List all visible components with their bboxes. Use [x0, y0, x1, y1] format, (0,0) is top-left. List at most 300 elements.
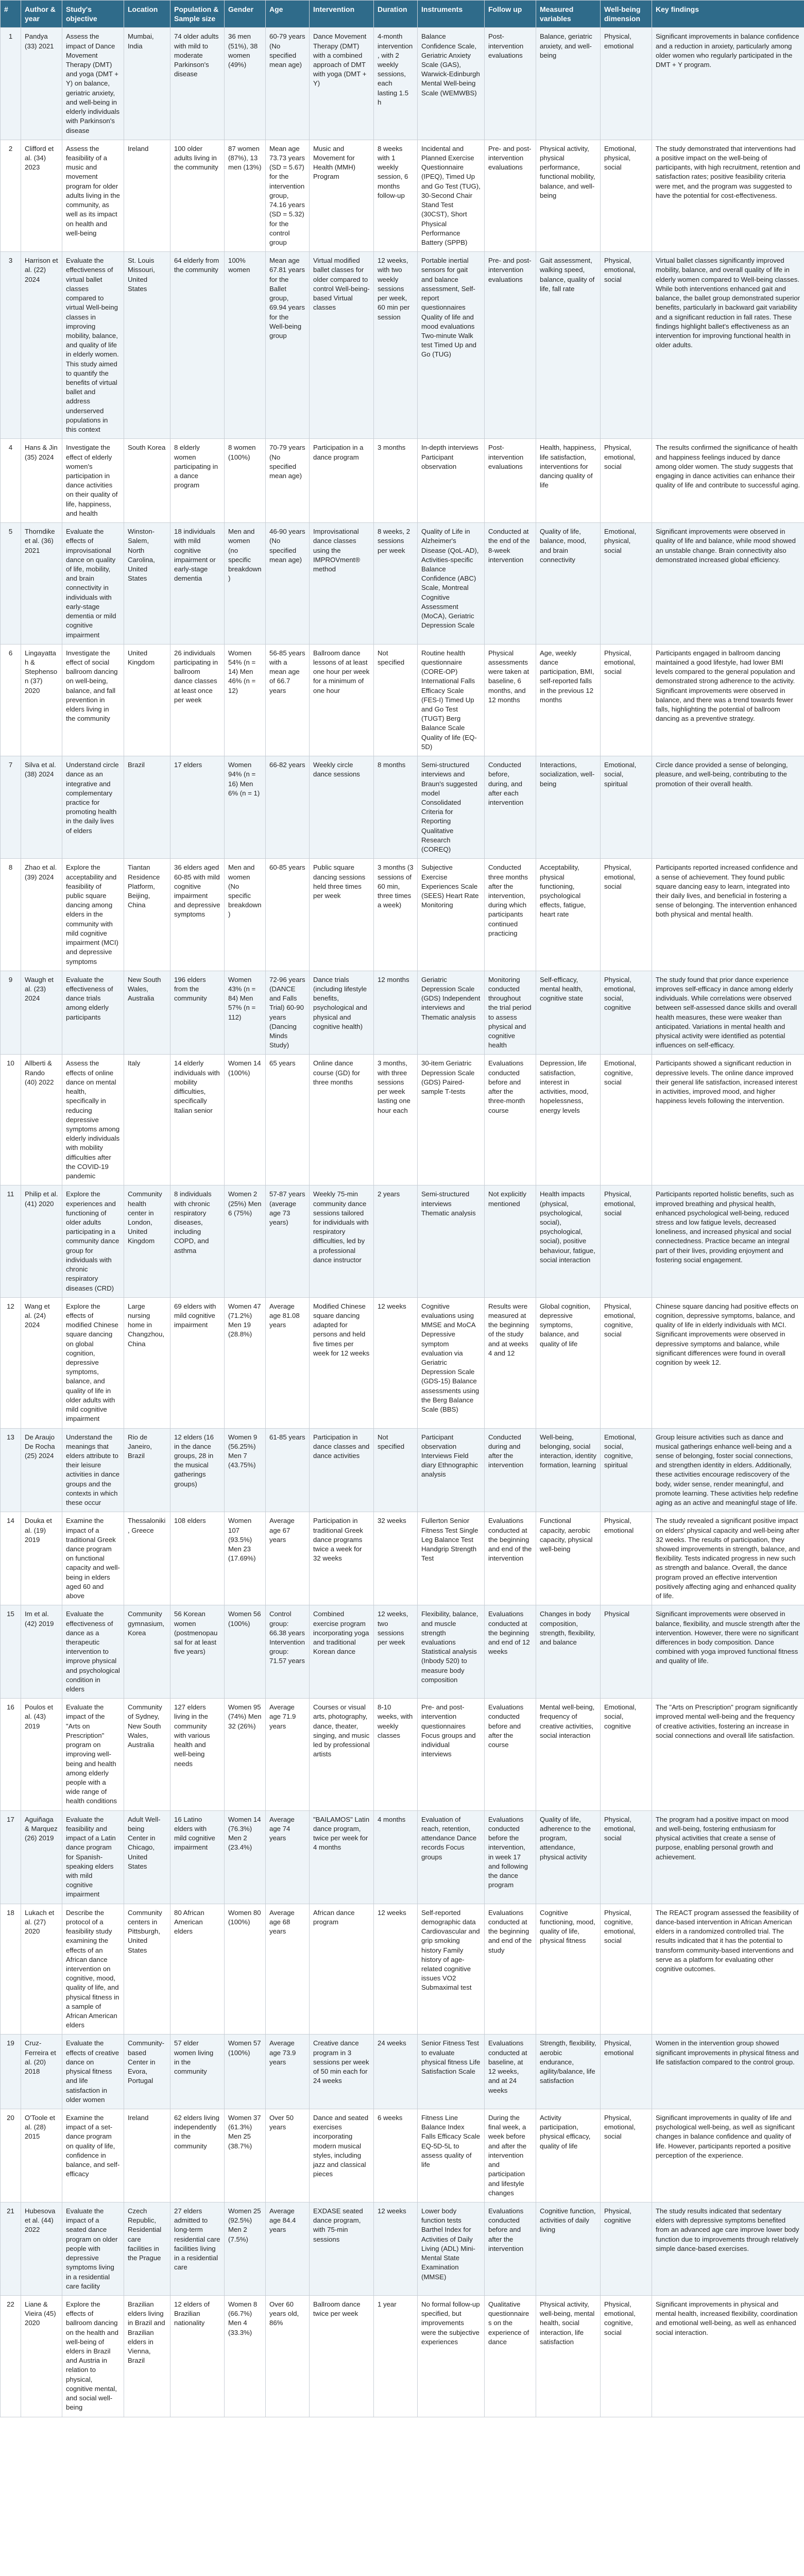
- cell-instruments: Participant observation Interviews Field diary Ethnographic analysis: [418, 1428, 485, 1512]
- cell-dimension: Physical, emotional, social: [601, 2109, 652, 2202]
- cell-follow-up: Pre- and post-intervention evaluations: [485, 140, 536, 251]
- cell-author[interactable]: Lingayattah & Stephenson (37) 2020: [21, 644, 62, 756]
- cell-number: 9: [1, 971, 21, 1055]
- cell-number: 1: [1, 28, 21, 140]
- header-cell-author: Author & year: [21, 1, 62, 28]
- cell-age: 61-85 years: [266, 1428, 310, 1512]
- cell-age: Over 60 years old, 86%: [266, 2295, 310, 2417]
- cell-follow-up: Conducted before, during, and after each intervention: [485, 756, 536, 859]
- cell-intervention: Online dance course (GD) for three months: [310, 1055, 374, 1185]
- cell-duration: 4-month intervention, with 2 weekly sessions, each lasting 1.5 h: [374, 28, 418, 140]
- cell-findings: The program had a positive impact on mood and well-being, fostering enthusiasm for physical activities that create a sense of purpose, enabling personal growth and achievement.: [652, 1810, 804, 1904]
- cell-gender: 8 women (100%): [225, 439, 266, 523]
- header-cell-gender: Gender: [225, 1, 266, 28]
- cell-findings: The "Arts on Prescription" program significantly improved mental well-being and the frequency of creative activities, fostering an increase in social connections and overall life satisfaction.: [652, 1699, 804, 1810]
- cell-gender: Women 54% (n = 14) Men 46% (n = 12): [225, 644, 266, 756]
- cell-location: Adult Well-being Center in Chicago, United States: [124, 1810, 170, 1904]
- cell-duration: 12 weeks, two sessions per week: [374, 1605, 418, 1699]
- cell-number: 22: [1, 2295, 21, 2417]
- cell-gender: Women 57 (100%): [225, 2035, 266, 2109]
- cell-author[interactable]: O'Toole et al. (28) 2015: [21, 2109, 62, 2202]
- cell-variables: Physical activity, physical performance, functional mobility, balance, and well-being: [536, 140, 601, 251]
- cell-location: Mumbai, India: [124, 28, 170, 140]
- cell-instruments: Quality of Life in Alzheimer's Disease (QoL-AD), Activities-specific Balance Confidence (ABC) Scale, Montreal Cognitive Assessment (MoCA), Geriatric Depression Scale: [418, 523, 485, 645]
- cell-population: 12 elders of Brazilian nationality: [170, 2295, 225, 2417]
- cell-location: Brazilian elders living in Brazil and Brazilian elders in Vienna, Brazil: [124, 2295, 170, 2417]
- cell-findings: The study found that prior dance experience improves self-efficacy in dance among elderly individuals. While correlations were observed between self-assessed dance skills and overall health measures, these were weaker than anticipated. Variations in mental health and physical activity were identified as potential influences on self-efficacy.: [652, 971, 804, 1055]
- cell-gender: Women 94% (n = 16) Men 6% (n = 1): [225, 756, 266, 859]
- cell-intervention: Participation in dance classes and dance activities: [310, 1428, 374, 1512]
- cell-intervention: Virtual modified ballet classes for older compared to control Well-being-based Virtual classes: [310, 252, 374, 439]
- cell-gender: Women 8 (66.7%) Men 4 (33.3%): [225, 2295, 266, 2417]
- cell-follow-up: Evaluations conducted before and after the three-month course: [485, 1055, 536, 1185]
- cell-follow-up: Evaluations conducted at baseline, at 12 weeks, and at 24 weeks: [485, 2035, 536, 2109]
- cell-population: 69 elders with mild cognitive impairment: [170, 1297, 225, 1428]
- cell-objective: Evaluate the effects of improvisational dance on quality of life, mobility, and brain connectivity in individuals with early-stage dementia or mild cognitive impairment: [62, 523, 124, 645]
- cell-objective: Investigate the effect of social ballroom dancing on well-being, balance, and fall prevention in elders living in the community: [62, 644, 124, 756]
- cell-population: 74 older adults with mild to moderate Parkinson's disease: [170, 28, 225, 140]
- cell-location: Community of Sydney, New South Wales, Australia: [124, 1699, 170, 1810]
- cell-gender: Women 56 (100%): [225, 1605, 266, 1699]
- cell-instruments: Flexibility, balance, and muscle strength evaluations Statistical analysis (Inbody 520) to measure body composition: [418, 1605, 485, 1699]
- cell-follow-up: Pre- and post-intervention evaluations: [485, 252, 536, 439]
- cell-variables: Interactions, socialization, well-being: [536, 756, 601, 859]
- cell-gender: 87 women (87%), 13 men (13%): [225, 140, 266, 251]
- cell-findings: Participants engaged in ballroom dancing maintained a good lifestyle, had lower BMI levels compared to the general population and demonstrated strong adherence to the activity. Significant improvements were observed in balance, and there was a trend towards fewer falls, highlighting the potential of ballroom dancing as a preventive strategy.: [652, 644, 804, 756]
- cell-duration: 3 months: [374, 439, 418, 523]
- table-row: [1, 28, 804, 140]
- cell-dimension: Emotional, physical, social: [601, 523, 652, 645]
- cell-dimension: Physical, emotional, cognitive, social: [601, 2295, 652, 2417]
- table-row: [1, 756, 804, 859]
- cell-number: 19: [1, 2035, 21, 2109]
- cell-dimension: Emotional, physical, social: [601, 140, 652, 251]
- table-row: [1, 971, 804, 1055]
- cell-number: 4: [1, 439, 21, 523]
- cell-variables: Cognitive function, activities of daily living: [536, 2202, 601, 2295]
- cell-findings: Circle dance provided a sense of belonging, pleasure, and well-being, contributing to the promotion of their overall health.: [652, 756, 804, 859]
- cell-variables: Quality of life, adherence to the program, attendance, physical activity: [536, 1810, 601, 1904]
- cell-instruments: Cognitive evaluations using MMSE and MoCA Depressive symptom evaluation via Geriatric Depression Scale (GDS-15) Balance assessments using the Berg Balance Scale (BBS): [418, 1297, 485, 1428]
- cell-population: 108 elders: [170, 1512, 225, 1605]
- header-cell-number: #: [1, 1, 21, 28]
- cell-gender: 100% women: [225, 252, 266, 439]
- cell-duration: 12 weeks: [374, 2202, 418, 2295]
- cell-variables: Age, weekly dance participation, BMI, self-reported falls in the previous 12 months: [536, 644, 601, 756]
- cell-age: Average age 81.08 years: [266, 1297, 310, 1428]
- cell-follow-up: Physical assessments were taken at baseline, 6 months, and 12 months: [485, 644, 536, 756]
- cell-intervention: African dance program: [310, 1904, 374, 2035]
- table-row: [1, 1185, 804, 1297]
- cell-objective: Understand circle dance as an integrative and complementary practice for promoting health in the daily lives of elders: [62, 756, 124, 859]
- cell-objective: Understand the meanings that elders attribute to their leisure activities in dance groups and the contexts in which these occur: [62, 1428, 124, 1512]
- table-row: [1, 2295, 804, 2417]
- table-row: [1, 140, 804, 251]
- cell-objective: Assess the feasibility of a music and movement program for older adults living in the community, as well as its impact on health and well-being: [62, 140, 124, 251]
- table-body: [1, 28, 804, 2417]
- cell-variables: Health impacts (physical, psychological, social), psychological, social), positive behaviour, fatigue, social interaction: [536, 1185, 601, 1297]
- cell-location: Thessaloniki, Greece: [124, 1512, 170, 1605]
- cell-dimension: Physical: [601, 1605, 652, 1699]
- cell-variables: Functional capacity, aerobic capacity, physical well-being: [536, 1512, 601, 1605]
- cell-author[interactable]: Harrison et al. (22) 2024: [21, 252, 62, 439]
- cell-author[interactable]: Cruz-Ferreira et al. (20) 2018: [21, 2035, 62, 2109]
- cell-age: 72-96 years (DANCE and Falls Trial) 60-90 years (Dancing Minds Study): [266, 971, 310, 1055]
- cell-instruments: In-depth interviews Participant observation: [418, 439, 485, 523]
- cell-author[interactable]: Philip et al. (41) 2020: [21, 1185, 62, 1297]
- cell-gender: Women 47 (71.2%) Men 19 (28.8%): [225, 1297, 266, 1428]
- cell-author[interactable]: Hans & Jin (35) 2024: [21, 439, 62, 523]
- cell-objective: Assess the impact of Dance Movement Therapy (DMT) and yoga (DMT + Y) on balance, geriatric anxiety, and well-being in elderly individuals with Parkinson's disease: [62, 28, 124, 140]
- cell-intervention: Ballroom dance twice per week: [310, 2295, 374, 2417]
- cell-duration: 12 weeks: [374, 1904, 418, 2035]
- cell-gender: Women 9 (56.25%) Men 7 (43.75%): [225, 1428, 266, 1512]
- cell-dimension: Physical, emotional: [601, 1512, 652, 1605]
- header-cell-age: Age: [266, 1, 310, 28]
- cell-author[interactable]: Waugh et al. (23) 2024: [21, 971, 62, 1055]
- cell-dimension: Physical, cognitive, emotional, social: [601, 1904, 652, 2035]
- cell-location: Community centers in Pittsburgh, United States: [124, 1904, 170, 2035]
- cell-duration: Not specified: [374, 1428, 418, 1512]
- cell-objective: Evaluate the effectiveness of dance as a therapeutic intervention to improve physical and psychological condition in elders: [62, 1605, 124, 1699]
- cell-objective: Investigate the effect of elderly women's participation in dance activities on their quality of life, happiness, and health: [62, 439, 124, 523]
- cell-location: Tiantan Residence Platform, Beijing, China: [124, 859, 170, 971]
- cell-intervention: Modified Chinese square dancing adapted for persons and held five times per week for 12 weeks: [310, 1297, 374, 1428]
- cell-number: 13: [1, 1428, 21, 1512]
- cell-variables: Cognitive functioning, mood, quality of life, physical fitness: [536, 1904, 601, 2035]
- cell-intervention: Creative dance program in 3 sessions per week of 50 min each for 24 weeks: [310, 2035, 374, 2109]
- cell-number: 21: [1, 2202, 21, 2295]
- cell-author[interactable]: Clifford et al. (34) 2023: [21, 140, 62, 251]
- cell-gender: Men and women (no specific breakdown): [225, 523, 266, 645]
- cell-age: Control group: 66.38 years Intervention group: 71.57 years: [266, 1605, 310, 1699]
- cell-age: Average age 74 years: [266, 1810, 310, 1904]
- table-row: [1, 2035, 804, 2109]
- cell-author[interactable]: Silva et al. (38) 2024: [21, 756, 62, 859]
- cell-author[interactable]: Im et al. (42) 2019: [21, 1605, 62, 1699]
- cell-follow-up: Conducted during and after the intervention: [485, 1428, 536, 1512]
- cell-instruments: Balance Confidence Scale, Geriatric Anxiety Scale (GAS), Warwick-Edinburgh Mental Well-being Scale (WEMWBS): [418, 28, 485, 140]
- cell-age: Average age 73.9 years: [266, 2035, 310, 2109]
- table-row: [1, 1512, 804, 1605]
- cell-instruments: Semi-structured interviews and Braun's suggested model Consolidated Criteria for Reporting Qualitative Research (COREQ): [418, 756, 485, 859]
- cell-instruments: Geriatric Depression Scale (GDS) Independent interviews and Thematic analysis: [418, 971, 485, 1055]
- cell-duration: 3 months, with three sessions per week lasting one hour each: [374, 1055, 418, 1185]
- cell-population: 18 individuals with mild cognitive impairment or early-stage dementia: [170, 523, 225, 645]
- table-row: [1, 439, 804, 523]
- cell-variables: Health, happiness, life satisfaction, interventions for dancing quality of life: [536, 439, 601, 523]
- cell-author[interactable]: Allberti & Rando (40) 2022: [21, 1055, 62, 1185]
- cell-dimension: Physical, emotional, social, cognitive: [601, 971, 652, 1055]
- cell-number: 16: [1, 1699, 21, 1810]
- header-cell-dimension: Well-being dimension: [601, 1, 652, 28]
- cell-variables: Physical activity, well-being, mental health, social interaction, life satisfaction: [536, 2295, 601, 2417]
- cell-findings: Significant improvements in balance confidence and a reduction in anxiety, particularly among older women who regularly participated in the DMT + Y program.: [652, 28, 804, 140]
- cell-variables: Well-being, belonging, social interaction, identity formation, learning: [536, 1428, 601, 1512]
- cell-variables: Strength, flexibility, aerobic endurance, agility/balance, life satisfaction: [536, 2035, 601, 2109]
- cell-population: 36 elders aged 60-85 with mild cognitive impairment and depressive symptoms: [170, 859, 225, 971]
- cell-author[interactable]: Zhao et al. (39) 2024: [21, 859, 62, 971]
- cell-intervention: Public square dancing sessions held three times per week: [310, 859, 374, 971]
- cell-intervention: Dance Movement Therapy (DMT) with a combined approach of DMT with yoga (DMT + Y): [310, 28, 374, 140]
- table-row: [1, 1055, 804, 1185]
- header-cell-follow-up: Follow up: [485, 1, 536, 28]
- table-header: [1, 1, 804, 28]
- cell-age: 65 years: [266, 1055, 310, 1185]
- cell-duration: Not specified: [374, 644, 418, 756]
- cell-findings: The study demonstrated that interventions had a positive impact on the well-being of participants, with high recruitment, retention and satisfaction rates; positive feasibility criteria were met, and the program was suggested to have the potential for cost-effectiveness.: [652, 140, 804, 251]
- cell-findings: Chinese square dancing had positive effects on cognition, depressive symptoms, balance, and quality of life in elderly individuals with MCI. Significant improvements were observed in depressive symptoms and balance, while significant differences were found in overall cognition by week 12.: [652, 1297, 804, 1428]
- cell-population: 26 individuals participating in ballroom dance classes at least once per week: [170, 644, 225, 756]
- cell-age: 46-90 years (No specified mean age): [266, 523, 310, 645]
- cell-gender: Women 14 (76.3%) Men 2 (23.4%): [225, 1810, 266, 1904]
- cell-population: 12 elders (16 in the dance groups, 28 in the musical gatherings groups): [170, 1428, 225, 1512]
- cell-age: Mean age 67.81 years for the Ballet group, 69.94 years for the Well-being group: [266, 252, 310, 439]
- cell-variables: Mental well-being, frequency of creative activities, social interaction: [536, 1699, 601, 1810]
- cell-follow-up: Evaluations conducted at the beginning and end of the intervention: [485, 1512, 536, 1605]
- table-row: [1, 252, 804, 439]
- header-cell-instruments: Instruments: [418, 1, 485, 28]
- cell-objective: Explore the experiences and functioning of older adults participating in a community dance group for individuals with chronic respiratory diseases (CRD): [62, 1185, 124, 1297]
- header-cell-population: Population & Sample size: [170, 1, 225, 28]
- cell-findings: The study results indicated that sedentary elders with depressive symptoms benefited from an advanced age care improve lower body function due to improvements through relatively simple dance-based exercises.: [652, 2202, 804, 2295]
- cell-number: 11: [1, 1185, 21, 1297]
- cell-follow-up: Post-intervention evaluations: [485, 28, 536, 140]
- cell-findings: Group leisure activities such as dance and musical gatherings enhance well-being and a sense of belonging, foster social connections, and strengthen identity in elders. Additionally, these activities encourage rediscovery of the body, wider sense, render meaningful, and promote learning. These activities help redefine aging as an active and meaningful stage of life.: [652, 1428, 804, 1512]
- cell-population: 57 elder women living in the community: [170, 2035, 225, 2109]
- table-row: [1, 1428, 804, 1512]
- cell-instruments: Pre- and post-intervention questionnaires Focus groups and individual interviews: [418, 1699, 485, 1810]
- table-row: [1, 1810, 804, 1904]
- cell-variables: Global cognition, depressive symptoms, balance, and quality of life: [536, 1297, 601, 1428]
- cell-findings: The study revealed a significant positive impact on elders' physical capacity and well-being after 32 weeks. The results of participation, they showed improvements in strength, balance, and flexibility. Tests indicated progress in new such as strength and balance. Overall, the dance program proved an effective intervention positively affecting aging and enhanced quality of life.: [652, 1512, 804, 1605]
- cell-objective: Assess the effects of online dance on mental health, specifically in reducing depressive symptoms among elderly individuals with mobility difficulties after the COVID-19 pandemic: [62, 1055, 124, 1185]
- cell-location: Italy: [124, 1055, 170, 1185]
- table-row: [1, 644, 804, 756]
- cell-author[interactable]: Hubesova et al. (44) 2022: [21, 2202, 62, 2295]
- cell-instruments: Self-reported demographic data Cardiovascular and grip smoking history Family history of age-related cognitive issues VO2 Submaximal test: [418, 1904, 485, 2035]
- cell-duration: 32 weeks: [374, 1512, 418, 1605]
- cell-age: Over 50 years: [266, 2109, 310, 2202]
- cell-instruments: Incidental and Planned Exercise Questionnaire (IPEQ), Timed Up and Go Test (TUG), 30-Second Chair Stand Test (30CST), Short Physical Performance Battery (SPPB): [418, 140, 485, 251]
- cell-intervention: Weekly circle dance sessions: [310, 756, 374, 859]
- cell-follow-up: Evaluations conducted at the beginning and end of the study: [485, 1904, 536, 2035]
- cell-number: 10: [1, 1055, 21, 1185]
- cell-instruments: 30-item Geriatric Depression Scale (GDS) Paired-sample T-tests: [418, 1055, 485, 1185]
- cell-follow-up: Conducted at the end of the 8-week intervention: [485, 523, 536, 645]
- cell-gender: Women 14 (100%): [225, 1055, 266, 1185]
- cell-author[interactable]: Douka et al. (19) 2019: [21, 1512, 62, 1605]
- cell-population: 196 elders from the community: [170, 971, 225, 1055]
- cell-dimension: Physical, emotional, social: [601, 859, 652, 971]
- cell-population: 16 Latino elders with mild cognitive impairment: [170, 1810, 225, 1904]
- cell-dimension: Physical, emotional, social: [601, 644, 652, 756]
- cell-findings: Virtual ballet classes significantly improved mobility, balance, and overall quality of life in elderly women compared to Well-being classes. While both interventions enhanced gait and balance, the ballet group demonstrated superior benefits, particularly in backward gait variability and a significant reduction in fall rates. These findings highlight ballet's effectiveness as an intervention for improving functional health in older adults.: [652, 252, 804, 439]
- cell-objective: Evaluate the effectiveness of dance trials among elderly participants: [62, 971, 124, 1055]
- cell-location: South Korea: [124, 439, 170, 523]
- cell-duration: 8-10 weeks, with weekly classes: [374, 1699, 418, 1810]
- cell-instruments: Routine health questionnaire (CORE-OP) International Falls Efficacy Scale (FES-I) Timed Up and Go Test (TUGT) Berg Balance Scale Quality of life (EQ-5D): [418, 644, 485, 756]
- cell-variables: Depression, life satisfaction, interest in activities, mood, hopelessness, energy levels: [536, 1055, 601, 1185]
- cell-population: 80 African American elders: [170, 1904, 225, 2035]
- cell-instruments: Semi-structured interviews Thematic analysis: [418, 1185, 485, 1297]
- cell-intervention: Dance and seated exercises incorporating modern musical styles, including jazz and classical pieces: [310, 2109, 374, 2202]
- cell-dimension: Physical, emotional, cognitive, social: [601, 1297, 652, 1428]
- cell-age: 70-79 years (No specified mean age): [266, 439, 310, 523]
- table-row: [1, 859, 804, 971]
- cell-duration: 1 year: [374, 2295, 418, 2417]
- cell-duration: 3 months (3 sessions of 60 min, three times a week): [374, 859, 418, 971]
- cell-author[interactable]: Poulos et al. (43) 2019: [21, 1699, 62, 1810]
- cell-intervention: Participation in a dance program: [310, 439, 374, 523]
- cell-duration: 4 months: [374, 1810, 418, 1904]
- cell-dimension: Emotional, cognitive, social: [601, 1055, 652, 1185]
- cell-instruments: Fullerton Senior Fitness Test Single Leg Balance Test Handgrip Strength Test: [418, 1512, 485, 1605]
- cell-intervention: Combined exercise program incorporating yoga and traditional Korean dance: [310, 1605, 374, 1699]
- cell-location: New South Wales, Australia: [124, 971, 170, 1055]
- cell-instruments: Lower body function tests Barthel Index for Activities of Daily Living (ADL) Mini-Mental State Examination (MMSE): [418, 2202, 485, 2295]
- cell-variables: Changes in body composition, strength, flexibility, and balance: [536, 1605, 601, 1699]
- cell-location: Czech Republic, Residential care facilities in the Prague: [124, 2202, 170, 2295]
- cell-objective: Evaluate the effectiveness of virtual ballet classes compared to virtual Well-being classes in improving mobility, balance, and quality of life in elderly women. This study aimed to quantify the benefits of virtual ballet and address underserved populations in this context: [62, 252, 124, 439]
- cell-instruments: Subjective Exercise Experiences Scale (SEES) Heart Rate Monitoring: [418, 859, 485, 971]
- cell-author[interactable]: Lukach et al. (27) 2020: [21, 1904, 62, 2035]
- cell-location: Community-based Center in Evora, Portugal: [124, 2035, 170, 2109]
- header-cell-duration: Duration: [374, 1, 418, 28]
- cell-intervention: Ballroom dance lessons of at least one hour per week for a minimum of one hour: [310, 644, 374, 756]
- cell-variables: Self-efficacy, mental health, cognitive state: [536, 971, 601, 1055]
- cell-objective: Evaluate the effects of creative dance on physical fitness and life satisfaction in older women: [62, 2035, 124, 2109]
- cell-population: 17 elders: [170, 756, 225, 859]
- cell-number: 15: [1, 1605, 21, 1699]
- cell-location: Brazil: [124, 756, 170, 859]
- cell-dimension: Physical, emotional, social: [601, 1810, 652, 1904]
- table-row: [1, 2109, 804, 2202]
- cell-intervention: Improvisational dance classes using the IMPROVment® method: [310, 523, 374, 645]
- cell-gender: Women 43% (n = 84) Men 57% (n = 112): [225, 971, 266, 1055]
- cell-dimension: Physical, cognitive: [601, 2202, 652, 2295]
- cell-duration: 24 weeks: [374, 2035, 418, 2109]
- cell-location: United Kingdom: [124, 644, 170, 756]
- table-row: [1, 1605, 804, 1699]
- header-cell-intervention: Intervention: [310, 1, 374, 28]
- cell-intervention: Courses or visual arts, photography, dance, theater, singing, and music led by professional artists: [310, 1699, 374, 1810]
- cell-author[interactable]: Liane & Vieira (45) 2020: [21, 2295, 62, 2417]
- cell-population: 100 older adults living in the community: [170, 140, 225, 251]
- table-row: [1, 1297, 804, 1428]
- cell-objective: Evaluate the feasibility and impact of a Latin dance program for Spanish-speaking elders with mild cognitive impairment: [62, 1810, 124, 1904]
- cell-gender: Women 37 (61.3%) Men 25 (38.7%): [225, 2109, 266, 2202]
- cell-age: 60-85 years: [266, 859, 310, 971]
- cell-intervention: Dance trials (including lifestyle benefits, psychological and physical and cognitive health): [310, 971, 374, 1055]
- cell-number: 5: [1, 523, 21, 645]
- cell-number: 17: [1, 1810, 21, 1904]
- cell-population: 27 elders admitted to long-term residential care facilities living in a residential care: [170, 2202, 225, 2295]
- cell-age: Average age 67 years: [266, 1512, 310, 1605]
- cell-age: 66-82 years: [266, 756, 310, 859]
- cell-gender: Women 25 (92.5%) Men 2 (7.5%): [225, 2202, 266, 2295]
- cell-age: Average age 84.4 years: [266, 2202, 310, 2295]
- cell-follow-up: During the final week, a week before and after the intervention and participation and lifestyle changes: [485, 2109, 536, 2202]
- cell-objective: Examine the impact of a traditional Greek dance program on functional capacity and well-being in elders aged 60 and above: [62, 1512, 124, 1605]
- cell-duration: 8 weeks with 1 weekly session, 6 months follow-up: [374, 140, 418, 251]
- cell-findings: Significant improvements in physical and mental health, increased flexibility, coordination and emotional well-being, as well as enhanced social interaction.: [652, 2295, 804, 2417]
- cell-findings: Participants showed a significant reduction in depressive levels. The online dance improved their general life satisfaction, increased interest in activities, improved mood, and higher happiness levels following the intervention.: [652, 1055, 804, 1185]
- cell-gender: Men and women (No specific breakdown): [225, 859, 266, 971]
- cell-location: Community gymnasium, Korea: [124, 1605, 170, 1699]
- cell-population: 62 elders living independently in the community: [170, 2109, 225, 2202]
- cell-instruments: Fitness Line Balance Index Falls Efficacy Scale EQ-5D-5L to assess quality of life: [418, 2109, 485, 2202]
- cell-objective: Explore the effects of modified Chinese square dancing on global cognition, depressive symptoms, balance, and quality of life in older adults with mild cognitive impairment: [62, 1297, 124, 1428]
- cell-follow-up: Monitoring conducted throughout the trial period to assess physical and cognitive health: [485, 971, 536, 1055]
- cell-follow-up: Evaluations conducted before and after the course: [485, 1699, 536, 1810]
- cell-gender: Women 107 (93.5%) Men 23 (17.69%): [225, 1512, 266, 1605]
- cell-objective: Evaluate the impact of a seated dance program on older people with depressive symptoms living in a residential care facility: [62, 2202, 124, 2295]
- cell-author[interactable]: Thorndike et al. (36) 2021: [21, 523, 62, 645]
- cell-objective: Explore the acceptability and feasibility of public square dancing among elders in the community with mild cognitive impairment (MCI) and depressive symptoms: [62, 859, 124, 971]
- cell-population: 8 elderly women participating in a dance program: [170, 439, 225, 523]
- cell-age: Average age 68 years: [266, 1904, 310, 2035]
- cell-findings: Significant improvements were observed in quality of life and balance, while mood showed an unstable change. Brain connectivity also demonstrated increased global efficiency.: [652, 523, 804, 645]
- cell-follow-up: Qualitative questionnaires on the experience of dance: [485, 2295, 536, 2417]
- cell-author[interactable]: Aguiñaga & Marquez (26) 2019: [21, 1810, 62, 1904]
- cell-dimension: Emotional, social, cognitive: [601, 1699, 652, 1810]
- cell-findings: The REACT program assessed the feasibility of dance-based intervention in African American elders in a randomized controlled trial. The results indicated that it has the potential to transform community-based interventions and serve as a platform for evaluating other cognitive outcomes.: [652, 1904, 804, 2035]
- cell-objective: Evaluate the impact of the "Arts on Prescription" program on improving well-being and health among elderly people with a wide range of health conditions: [62, 1699, 124, 1810]
- cell-population: 127 elders living in the community with various health and well-being needs: [170, 1699, 225, 1810]
- cell-duration: 8 weeks, 2 sessions per week: [374, 523, 418, 645]
- cell-intervention: Participation in traditional Greek dance programs twice a week for 32 weeks: [310, 1512, 374, 1605]
- cell-variables: Gait assessment, walking speed, balance, quality of life, fall rate: [536, 252, 601, 439]
- cell-number: 8: [1, 859, 21, 971]
- cell-findings: The results confirmed the significance of health and happiness feelings induced by dance among older women. The study suggests that engaging in dance activities can enhance their quality of life and contribute to successful aging.: [652, 439, 804, 523]
- cell-age: 56-85 years with a mean age of 66.7 years: [266, 644, 310, 756]
- header-cell-findings: Key findings: [652, 1, 804, 28]
- cell-population: 64 elderly from the community: [170, 252, 225, 439]
- cell-location: St. Louis Missouri, United States: [124, 252, 170, 439]
- cell-variables: Quality of life, balance, mood, and brain connectivity: [536, 523, 601, 645]
- header-cell-objective: Study's objective: [62, 1, 124, 28]
- cell-author[interactable]: Wang et al. (24) 2024: [21, 1297, 62, 1428]
- cell-author[interactable]: De Araujo De Rocha (25) 2024: [21, 1428, 62, 1512]
- cell-duration: 2 years: [374, 1185, 418, 1297]
- cell-findings: Participants reported holistic benefits, such as improved breathing and physical health, enhanced psychological well-being, reduced stress and low fatigue levels, decreased loneliness, and increased physical and social connectedness. Practice became an integral part of their lives, providing enjoyment and fostering social engagement.: [652, 1185, 804, 1297]
- header-cell-variables: Measured variables: [536, 1, 601, 28]
- cell-population: 14 elderly individuals with mobility difficulties, specifically Italian senior: [170, 1055, 225, 1185]
- cell-dimension: Emotional, social, spiritual: [601, 756, 652, 859]
- header-row: [1, 1, 804, 28]
- cell-dimension: Emotional, social, cognitive, spiritual: [601, 1428, 652, 1512]
- cell-dimension: Physical, emotional: [601, 2035, 652, 2109]
- cell-author[interactable]: Pandya (33) 2021: [21, 28, 62, 140]
- cell-instruments: Senior Fitness Test to evaluate physical fitness Life Satisfaction Scale: [418, 2035, 485, 2109]
- cell-duration: 6 weeks: [374, 2109, 418, 2202]
- cell-location: Rio de Janeiro, Brazil: [124, 1428, 170, 1512]
- cell-number: 14: [1, 1512, 21, 1605]
- cell-gender: Women 80 (100%): [225, 1904, 266, 2035]
- table-row: [1, 523, 804, 645]
- cell-findings: Participants reported increased confidence and a sense of achievement. They found public square dancing easy to learn, integrated into their daily lives, and beneficial in fostering a sense of belonging. The intervention enhanced both physical and mental health.: [652, 859, 804, 971]
- cell-duration: 12 weeks, with two weekly sessions per week, 60 min per session: [374, 252, 418, 439]
- cell-instruments: Evaluation of reach, retention, attendance Dance records Focus groups: [418, 1810, 485, 1904]
- cell-variables: Balance, geriatric anxiety, and well-being: [536, 28, 601, 140]
- cell-follow-up: Evaluations conducted at the beginning and end of 12 weeks: [485, 1605, 536, 1699]
- cell-number: 20: [1, 2109, 21, 2202]
- cell-number: 12: [1, 1297, 21, 1428]
- cell-duration: 8 months: [374, 756, 418, 859]
- cell-intervention: Music and Movement for Health (MMH) Program: [310, 140, 374, 251]
- cell-location: Ireland: [124, 140, 170, 251]
